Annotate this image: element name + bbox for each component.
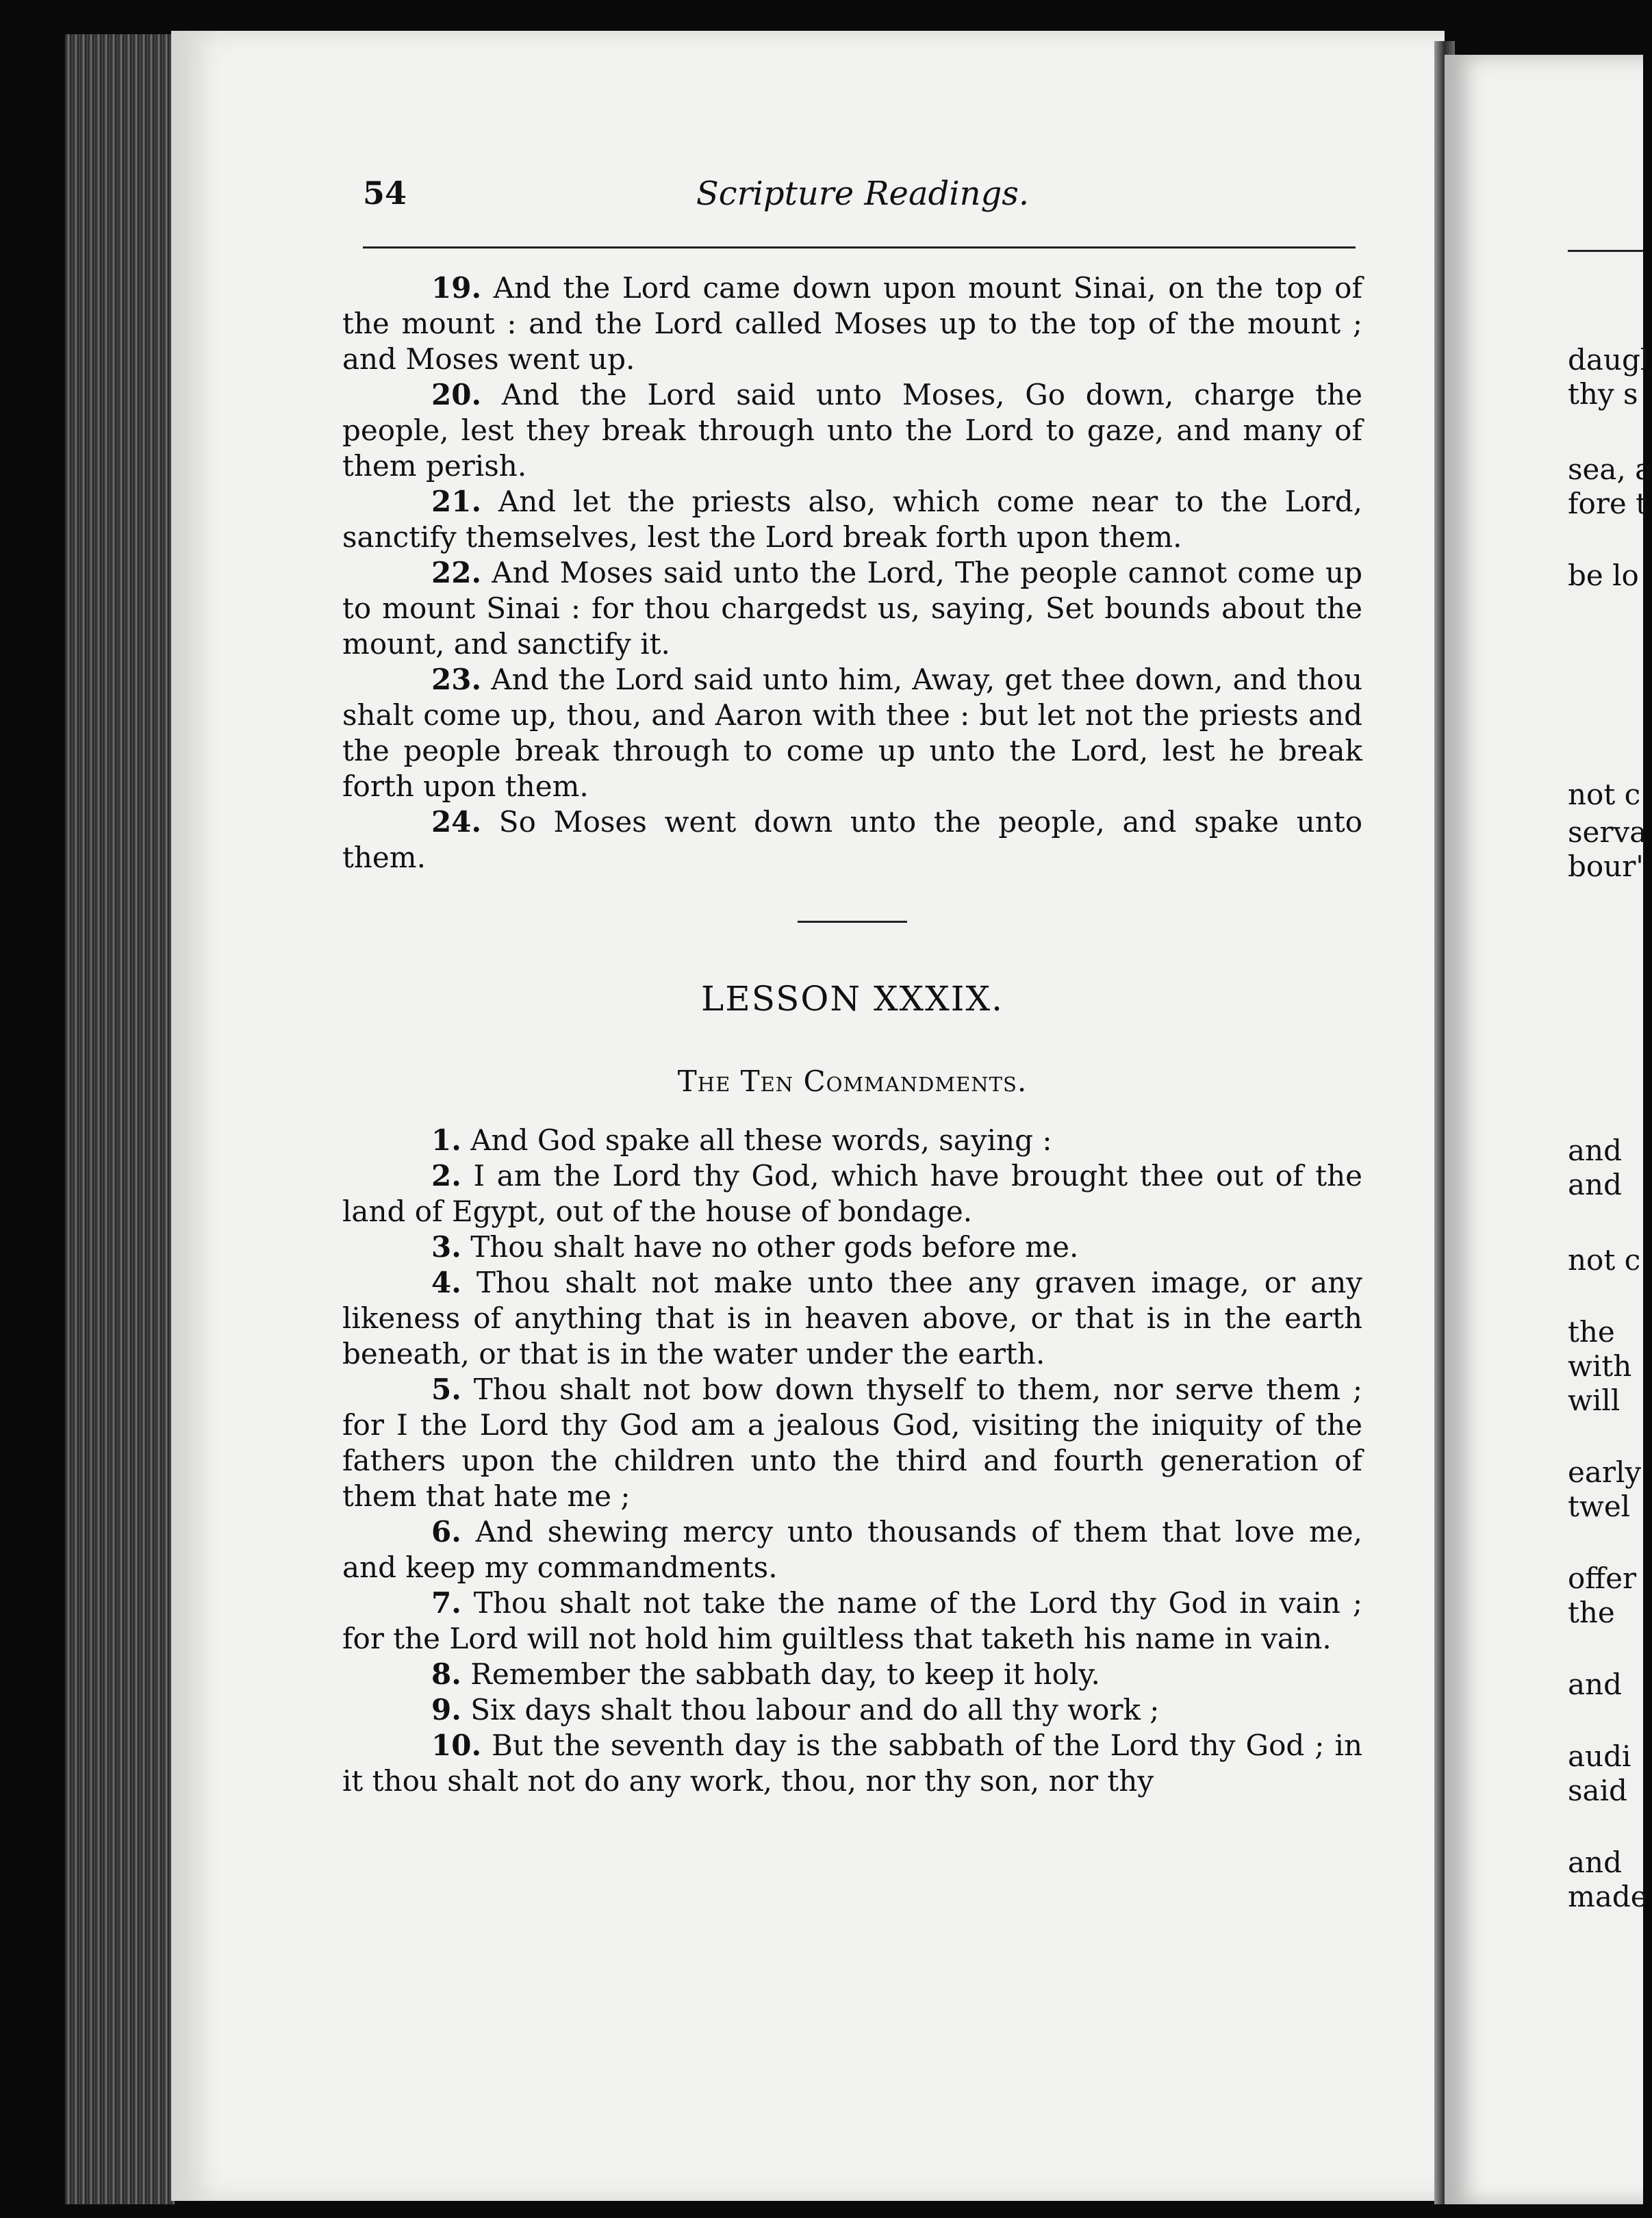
verse-number: 7. [431, 1586, 461, 1620]
verse-text: Thou shalt not take the name of the Lord thy God in vain ; for the Lord will not hold him guiltless that taketh his name in vain. [342, 1586, 1362, 1655]
verse-number: 8. [431, 1657, 461, 1691]
verse-text: And Moses said unto the Lord, The people cannot come up to mount Sinai : for thou chargedst us, saying, Set bounds about the mount, and sanctify it. [342, 556, 1362, 661]
right-page-line: be lo [1568, 559, 1639, 592]
verse-text: And the Lord came down upon mount Sinai, on the top of the mount : and the Lord called Moses up to the top of the mount ; and Moses went up. [342, 271, 1362, 376]
right-page-line: made [1568, 1880, 1648, 1913]
verse-number: 21. [431, 485, 482, 518]
right-page-line: and [1568, 1134, 1622, 1167]
verse [342, 555, 1362, 662]
verse-number: 10. [431, 1729, 482, 1762]
verse-text: And God spake all these words, saying : [470, 1123, 1052, 1157]
right-page-line: not c [1568, 1243, 1641, 1277]
right-page-line: twel [1568, 1490, 1631, 1523]
verse-text: Thou shalt not bow down thyself to them, nor serve them ; for I the Lord thy God am a jealous God, visiting the iniquity of the fathers upon the children unto the third and fourth generation of them that hate me ; [342, 1373, 1362, 1513]
verse [342, 662, 1362, 804]
verse [342, 1372, 1362, 1514]
verse-text: And the Lord said unto him, Away, get thee down, and thou shalt come up, thou, and Aaron with thee : but let not the priests and the people break through to come up unto the Lord, lest he break forth upon them. [342, 663, 1362, 803]
verse-number: 19. [431, 271, 482, 305]
verse [342, 1728, 1362, 1799]
right-page-line: and [1568, 1846, 1622, 1879]
right-page-line: sea, a [1568, 452, 1652, 486]
verse [342, 1692, 1362, 1728]
verse-text: And shewing mercy unto thousands of them that love me, and keep my commandments. [342, 1515, 1362, 1584]
verse [342, 484, 1362, 555]
right-page-line: bour' [1568, 850, 1644, 883]
verse-number: 20. [431, 378, 482, 411]
verse-number: 23. [431, 663, 482, 696]
verse-number: 6. [431, 1515, 461, 1548]
right-page-line: with [1568, 1349, 1632, 1383]
right-page-line: fore t [1568, 487, 1647, 520]
verse-text: And let the priests also, which come near to the Lord, sanctify themselves, lest the Lord break forth upon them. [342, 485, 1362, 554]
right-page-line: and [1568, 1168, 1622, 1201]
verse-number: 2. [431, 1159, 461, 1193]
verse-text: Remember the sabbath day, to keep it holy. [470, 1657, 1100, 1691]
book-page-edges [65, 34, 175, 2204]
verse-number: 1. [431, 1123, 461, 1157]
verse-text: Thou shalt not make unto thee any graven image, or any likeness of anything that is in heaven above, or that is in the earth beneath, or that is in the water under the earth. [342, 1266, 1362, 1371]
right-page-line: will [1568, 1384, 1621, 1417]
right-page-line: offer [1568, 1561, 1637, 1595]
right-page-line: not c [1568, 778, 1641, 811]
running-header [363, 175, 1362, 222]
verse [342, 1265, 1362, 1372]
right-page-line: thy s [1568, 377, 1638, 411]
right-page-partial [1445, 55, 1652, 2204]
verse-text: Thou shalt have no other gods before me. [470, 1230, 1079, 1264]
right-page-line: serva [1568, 815, 1647, 849]
verse [342, 1158, 1362, 1229]
verse [342, 270, 1362, 377]
verse-text: But the seventh day is the sabbath of the Lord thy God ; in it thou shalt not do any work, thou, nor thy son, nor thy [342, 1729, 1362, 1798]
right-page-line: daugl [1568, 343, 1650, 377]
verse-text: And the Lord said unto Moses, Go down, charge the people, lest they break through unto the Lord to gaze, and many of them perish. [342, 378, 1362, 483]
verse-number: 3. [431, 1230, 461, 1264]
verse-text: Six days shalt thou labour and do all thy work ; [470, 1693, 1160, 1726]
verse [342, 1229, 1362, 1265]
lesson-subheading: The Ten Commandments. [677, 1065, 1028, 1098]
section-ten-commandments [342, 1123, 1362, 1799]
verse-number: 22. [431, 556, 482, 589]
verse [342, 1585, 1362, 1657]
page-number: 54 [363, 175, 407, 212]
lesson-heading: LESSON XXXIX. [701, 979, 1004, 1019]
running-title: Scripture Readings. [696, 175, 1030, 213]
verse [342, 1514, 1362, 1585]
right-page-line: said [1568, 1774, 1627, 1807]
right-page-line: early [1568, 1455, 1642, 1489]
right-page-line: and [1568, 1668, 1622, 1701]
verse-text: So Moses went down unto the people, and spake unto them. [342, 805, 1362, 874]
verse [342, 377, 1362, 484]
verse [342, 1657, 1362, 1692]
header-rule [363, 246, 1356, 248]
verse-number: 24. [431, 805, 482, 839]
verse [342, 804, 1362, 876]
right-page-line: the [1568, 1596, 1615, 1629]
verse-number: 4. [431, 1266, 461, 1299]
right-page-line: the [1568, 1315, 1615, 1349]
verse-text: I am the Lord thy God, which have brought thee out of the land of Egypt, out of the house of bondage. [342, 1159, 1362, 1228]
section-separator [798, 921, 907, 923]
right-page-header-rule [1568, 250, 1643, 252]
section-verses-19-24 [342, 270, 1362, 876]
right-page-text [1445, 55, 1652, 2204]
verse-number: 5. [431, 1373, 461, 1406]
verse [342, 1123, 1362, 1158]
right-page-line: audi [1568, 1739, 1631, 1773]
verse-number: 9. [431, 1693, 461, 1726]
